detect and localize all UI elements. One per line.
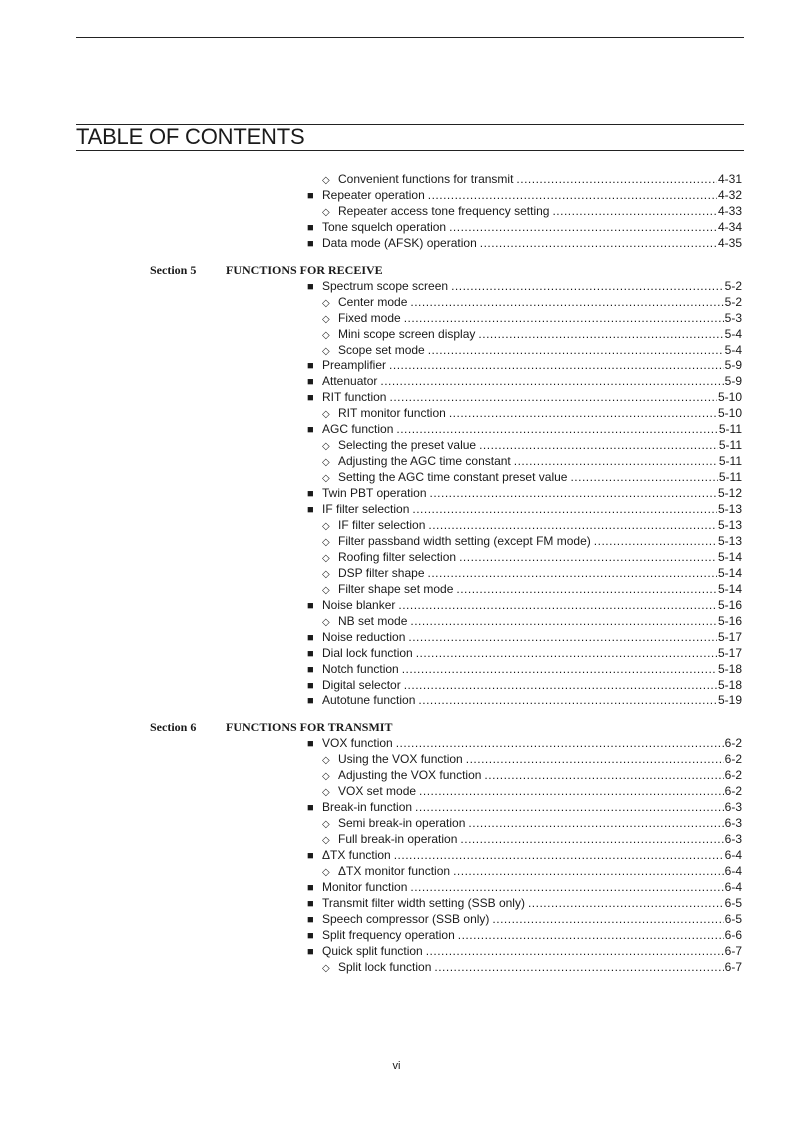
entry-page-number: 6-6 [724, 927, 742, 942]
square-bullet-icon: ■ [307, 695, 314, 708]
leader-dots [412, 501, 717, 517]
toc-entry[interactable] [307, 421, 742, 437]
section-heading[interactable] [150, 719, 392, 735]
page-number: vi [392, 1060, 401, 1072]
entry-page-number: 5-17 [717, 645, 742, 660]
toc-entry[interactable] [307, 219, 742, 235]
toc-subentry[interactable] [322, 863, 742, 879]
entry-title: VOX function [322, 736, 393, 751]
leader-dots [478, 326, 723, 342]
diamond-bullet-icon: ◇ [322, 584, 330, 596]
diamond-bullet-icon: ◇ [322, 457, 330, 469]
diamond-bullet-icon: ◇ [322, 409, 330, 421]
leader-dots [415, 799, 724, 815]
diamond-bullet-icon: ◇ [322, 520, 330, 532]
toc-entry[interactable] [307, 278, 742, 294]
diamond-bullet-icon: ◇ [322, 206, 330, 218]
entry-title: ΔTX monitor function [338, 863, 451, 878]
diamond-bullet-icon: ◇ [322, 329, 330, 341]
leader-dots [453, 863, 724, 879]
entry-page-number: 6-7 [724, 943, 742, 958]
entry-title: Noise blanker [322, 597, 396, 612]
toc-entry[interactable] [307, 692, 742, 708]
entry-title: Tone squelch operation [322, 219, 447, 234]
entry-page-number: 5-11 [718, 454, 742, 469]
square-bullet-icon: ■ [307, 189, 314, 202]
entry-page-number: 4-32 [717, 187, 742, 202]
entry-title: IF filter selection [322, 502, 410, 516]
entry-title: ΔTX function [322, 848, 391, 862]
entry-page-number: 5-16 [717, 597, 742, 612]
entry-title: Spectrum scope screen [322, 278, 449, 293]
toc-subentry[interactable] [322, 613, 742, 629]
leader-dots [389, 357, 724, 373]
entry-page-number: 5-13 [717, 533, 742, 548]
toc-entry[interactable] [307, 597, 742, 613]
toc-subentry[interactable] [322, 171, 742, 187]
entry-title: Center mode [338, 294, 408, 309]
entry-title: Break-in function [322, 800, 413, 815]
toc-subentry[interactable] [322, 751, 742, 767]
entry-title: Repeater access tone frequency setting [338, 203, 550, 218]
square-bullet-icon: ■ [307, 488, 314, 500]
toc-subentry[interactable] [322, 310, 742, 326]
title-block [76, 124, 744, 151]
leader-dots [410, 613, 717, 629]
section-title: FUNCTIONS FOR TRANSMIT [226, 720, 393, 735]
leader-dots [466, 751, 724, 767]
toc-subentry[interactable] [322, 294, 742, 310]
toc-entry[interactable] [307, 187, 742, 203]
entry-title: DSP filter shape [338, 565, 425, 580]
entry-page-number: 5-11 [718, 438, 742, 453]
entry-title: Monitor function [322, 879, 408, 894]
leader-dots [594, 533, 717, 549]
toc-entry[interactable] [307, 943, 742, 959]
entry-title: Attenuator [322, 374, 378, 389]
diamond-bullet-icon: ◇ [322, 616, 330, 628]
diamond-bullet-icon: ◇ [322, 819, 330, 831]
leader-dots [570, 469, 717, 485]
square-bullet-icon: ■ [307, 679, 314, 692]
entry-page-number: 6-7 [724, 959, 742, 974]
entry-title: AGC function [322, 422, 394, 437]
diamond-bullet-icon: ◇ [322, 787, 330, 799]
leader-dots [484, 767, 723, 783]
entry-page-number: 6-3 [724, 800, 742, 815]
leader-dots [528, 895, 724, 911]
entry-title: Noise reduction [322, 629, 406, 644]
toc-entry[interactable] [307, 645, 742, 661]
entry-title: Convenient functions for transmit [338, 172, 514, 186]
entry-title: Autotune function [322, 693, 416, 708]
toc-subentry[interactable] [322, 831, 742, 847]
entry-page-number: 5-9 [724, 374, 742, 389]
entry-page-number: 5-18 [717, 661, 742, 676]
leader-dots [479, 437, 718, 453]
square-bullet-icon: ■ [307, 360, 314, 373]
leader-dots [404, 677, 717, 693]
entry-title: Preamplifier [322, 358, 387, 373]
toc-entry[interactable] [307, 911, 742, 927]
square-bullet-icon: ■ [307, 738, 314, 751]
entry-title: RIT monitor function [338, 406, 446, 421]
leader-dots [380, 373, 723, 389]
entry-page-number: 6-4 [724, 879, 742, 894]
toc-subentry[interactable] [322, 581, 742, 597]
entry-title: Semi break-in operation [338, 816, 466, 831]
entry-title: Transmit filter width setting (SSB only) [322, 895, 525, 910]
entry-title: Full break-in operation [338, 832, 458, 846]
entry-title: Mini scope screen display [338, 326, 476, 341]
entry-page-number: 6-3 [724, 832, 742, 846]
square-bullet-icon: ■ [307, 221, 314, 234]
toc-subentry[interactable] [322, 959, 742, 975]
toc-entry[interactable] [307, 389, 742, 405]
toc-subentry[interactable] [322, 405, 742, 421]
entry-page-number: 6-5 [724, 911, 742, 926]
leader-dots [428, 565, 717, 581]
square-bullet-icon: ■ [307, 504, 314, 516]
leader-dots [459, 549, 717, 565]
toc-subentry[interactable] [322, 517, 742, 533]
entry-title: Quick split function [322, 943, 423, 958]
entry-page-number: 5-19 [717, 693, 742, 708]
diamond-bullet-icon: ◇ [322, 473, 330, 485]
leader-dots [394, 847, 724, 863]
entry-title: Dial lock function [322, 645, 413, 660]
leader-dots [418, 692, 717, 708]
entry-page-number: 6-2 [724, 768, 742, 783]
entry-title: Fixed mode [338, 310, 401, 325]
entry-title: Data mode (AFSK) operation [322, 235, 477, 250]
entry-page-number: 5-10 [717, 390, 742, 405]
square-bullet-icon: ■ [307, 392, 314, 405]
leader-dots [492, 911, 723, 927]
square-bullet-icon: ■ [307, 663, 314, 676]
entry-page-number: 5-14 [717, 549, 742, 564]
diamond-bullet-icon: ◇ [322, 568, 330, 580]
entry-page-number: 5-11 [718, 470, 742, 485]
toc-subentry[interactable] [322, 453, 742, 469]
toc-subentry[interactable] [322, 469, 742, 485]
toc-entry[interactable] [307, 735, 742, 751]
leader-dots [552, 203, 717, 219]
entry-title: Split frequency operation [322, 927, 455, 942]
toc-entry[interactable] [307, 661, 742, 677]
entry-page-number: 5-4 [724, 342, 742, 357]
section-title: FUNCTIONS FOR RECEIVE [226, 262, 383, 277]
leader-dots [428, 187, 717, 203]
entry-page-number: 5-17 [717, 629, 742, 644]
leader-dots [398, 597, 717, 613]
diamond-bullet-icon: ◇ [322, 313, 330, 325]
entry-page-number: 5-11 [718, 422, 742, 437]
toc-entry[interactable] [307, 927, 742, 943]
leader-dots [402, 661, 717, 677]
toc-entry[interactable] [307, 799, 742, 815]
leader-dots [428, 342, 724, 358]
diamond-bullet-icon: ◇ [322, 175, 330, 186]
toc-subentry[interactable] [322, 203, 742, 219]
entry-page-number: 4-35 [717, 235, 742, 250]
toc-entry[interactable] [307, 357, 742, 373]
diamond-bullet-icon: ◇ [322, 536, 330, 548]
toc-entry[interactable] [307, 847, 742, 863]
leader-dots [514, 453, 718, 469]
toc-entry[interactable] [307, 677, 742, 693]
entry-title: Notch function [322, 661, 399, 676]
diamond-bullet-icon: ◇ [322, 441, 330, 453]
square-bullet-icon: ■ [307, 850, 314, 862]
square-bullet-icon: ■ [307, 945, 314, 958]
square-bullet-icon: ■ [307, 424, 314, 437]
square-bullet-icon: ■ [307, 376, 314, 389]
diamond-bullet-icon: ◇ [322, 345, 330, 357]
entry-page-number: 4-33 [717, 203, 742, 218]
leader-dots [480, 235, 717, 251]
toc-subentry[interactable] [322, 533, 742, 549]
toc-entry[interactable] [307, 879, 742, 895]
leader-dots [419, 783, 724, 799]
section-label: Section 6 [150, 720, 197, 735]
toc-subentry[interactable] [322, 326, 742, 342]
entry-page-number: 6-5 [724, 895, 742, 910]
toc-subentry[interactable] [322, 549, 742, 565]
entry-page-number: 4-34 [717, 219, 742, 234]
square-bullet-icon: ■ [307, 280, 314, 293]
leader-dots [428, 517, 717, 533]
entry-page-number: 6-2 [724, 736, 742, 751]
entry-title: Selecting the preset value [338, 438, 477, 453]
square-bullet-icon: ■ [307, 599, 314, 612]
entry-title: Using the VOX function [338, 752, 463, 767]
toc-entry[interactable] [307, 373, 742, 389]
leader-dots [430, 485, 717, 501]
entry-page-number: 6-3 [724, 816, 742, 831]
square-bullet-icon: ■ [307, 929, 314, 942]
leader-dots [396, 421, 717, 437]
leader-dots [404, 310, 724, 326]
page-title: TABLE OF CONTENTS [76, 125, 744, 151]
toc-entry[interactable] [307, 485, 742, 501]
square-bullet-icon: ■ [307, 897, 314, 910]
entry-page-number: 5-9 [724, 358, 742, 373]
leader-dots [434, 959, 723, 975]
entry-page-number: 5-13 [717, 502, 742, 516]
toc-subentry[interactable] [322, 767, 742, 783]
entry-page-number: 5-18 [717, 677, 742, 692]
entry-title: Speech compressor (SSB only) [322, 911, 490, 926]
entry-page-number: 4-31 [717, 172, 742, 186]
entry-page-number: 6-4 [724, 848, 742, 862]
entry-page-number: 5-14 [717, 581, 742, 596]
leader-dots [456, 581, 717, 597]
leader-dots [451, 278, 724, 294]
entry-title: Repeater operation [322, 187, 425, 202]
leader-dots [410, 294, 723, 310]
leader-dots [516, 171, 717, 187]
square-bullet-icon: ■ [307, 881, 314, 894]
square-bullet-icon: ■ [307, 647, 314, 660]
diamond-bullet-icon: ◇ [322, 552, 330, 564]
toc-subentry[interactable] [322, 437, 742, 453]
entry-page-number: 5-2 [724, 294, 742, 309]
entry-page-number: 5-13 [717, 517, 742, 532]
entry-title: Filter shape set mode [338, 581, 454, 596]
toc-subentry[interactable] [322, 342, 742, 358]
section-label: Section 5 [150, 262, 197, 277]
toc-entry[interactable] [307, 235, 742, 251]
toc-entry[interactable] [307, 501, 742, 517]
entry-page-number: 6-2 [724, 752, 742, 767]
toc-entry[interactable] [307, 629, 742, 645]
entry-page-number: 6-2 [724, 784, 742, 799]
entry-title: Twin PBT operation [322, 486, 427, 500]
leader-dots [389, 389, 716, 405]
entry-title: Roofing filter selection [338, 549, 457, 564]
entry-title: IF filter selection [338, 517, 426, 532]
toc-subentry[interactable] [322, 565, 742, 581]
diamond-bullet-icon: ◇ [322, 835, 330, 846]
diamond-bullet-icon: ◇ [322, 297, 330, 309]
square-bullet-icon: ■ [307, 237, 314, 250]
leader-dots [416, 645, 717, 661]
square-bullet-icon: ■ [307, 631, 314, 644]
entry-title: Filter passband width setting (except FM mode) [338, 533, 591, 548]
entry-title: Adjusting the AGC time constant [338, 454, 511, 469]
square-bullet-icon: ■ [307, 802, 314, 815]
entry-title: Split lock function [338, 959, 432, 974]
entry-page-number: 5-2 [724, 278, 742, 293]
leader-dots [468, 815, 723, 831]
entry-title: Setting the AGC time constant preset value [338, 470, 568, 485]
toc-subentry[interactable] [322, 783, 742, 799]
leader-dots [449, 219, 717, 235]
entry-page-number: 5-3 [724, 310, 742, 325]
diamond-bullet-icon: ◇ [322, 771, 330, 783]
top-rule [76, 37, 744, 38]
entry-title: NB set mode [338, 613, 408, 628]
diamond-bullet-icon: ◇ [322, 755, 330, 767]
entry-page-number: 5-12 [717, 486, 742, 500]
square-bullet-icon: ■ [307, 913, 314, 926]
section-heading[interactable] [150, 262, 383, 278]
leader-dots [449, 405, 717, 421]
entry-page-number: 6-4 [724, 863, 742, 878]
entry-page-number: 5-14 [717, 565, 742, 580]
leader-dots [426, 943, 724, 959]
leader-dots [410, 879, 723, 895]
entry-page-number: 5-10 [717, 406, 742, 421]
diamond-bullet-icon: ◇ [322, 866, 330, 878]
entry-title: RIT function [322, 390, 387, 405]
entry-title: Adjusting the VOX function [338, 768, 482, 783]
entry-title: Scope set mode [338, 342, 425, 357]
leader-dots [396, 735, 724, 751]
entry-page-number: 5-16 [717, 613, 742, 628]
leader-dots [458, 927, 724, 943]
toc-entry[interactable] [307, 895, 742, 911]
leader-dots [408, 629, 717, 645]
diamond-bullet-icon: ◇ [322, 962, 330, 974]
entry-title: VOX set mode [338, 784, 417, 799]
leader-dots [460, 831, 723, 847]
toc-subentry[interactable] [322, 815, 742, 831]
entry-page-number: 5-4 [724, 326, 742, 341]
entry-title: Digital selector [322, 677, 401, 692]
